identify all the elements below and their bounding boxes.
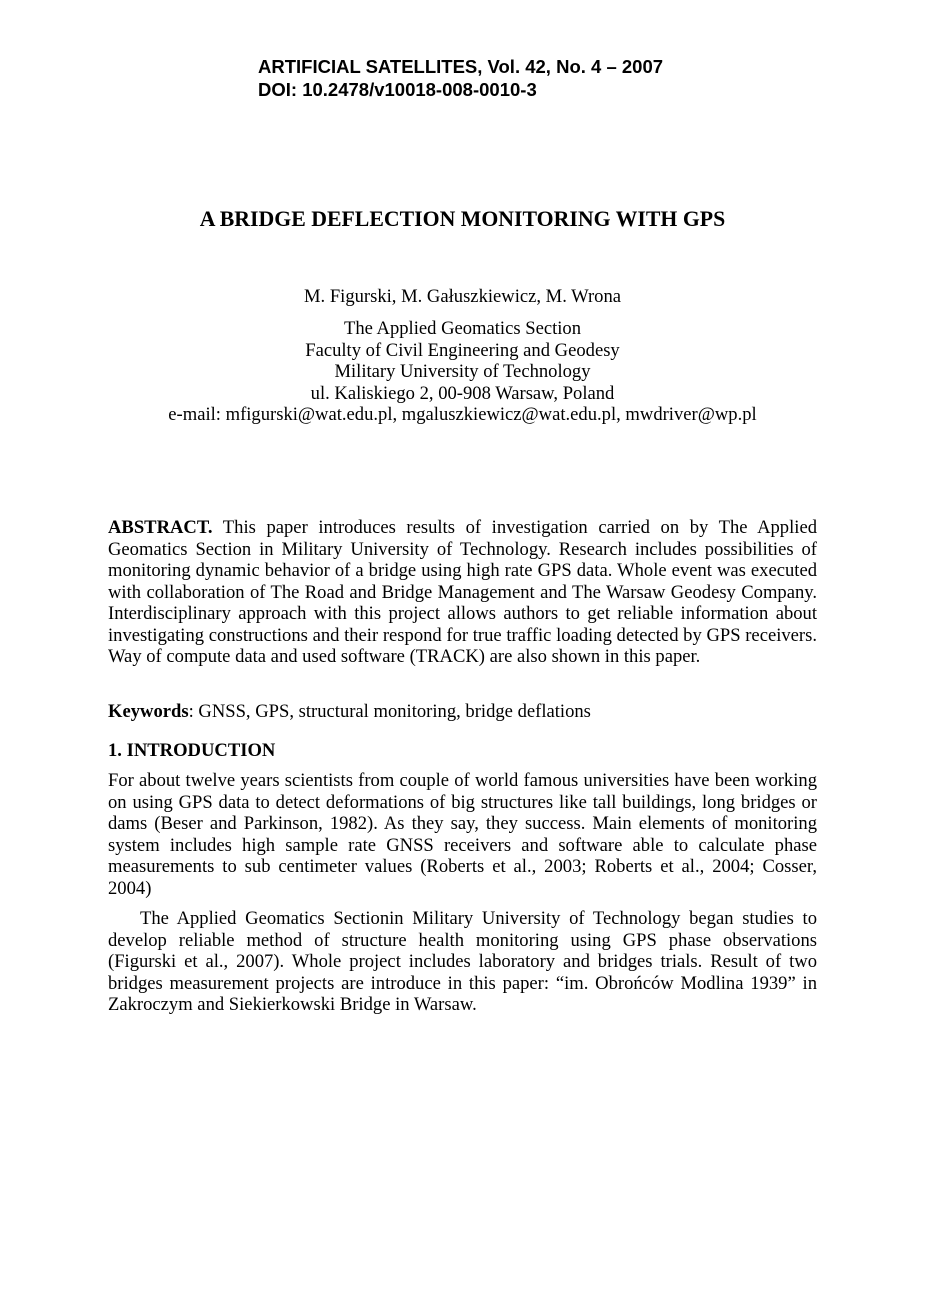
introduction-paragraph-1: For about twelve years scientists from couple of world famous universities have been working on using GPS data to detect deformations of big structures like tall buildings, long bridges or dams (Beser and Parkinson, 1982). As they say, they success. Main elements of monitoring system includes high sample rate GNSS receivers and software able to calculate phase measurements to sub centimeter values (Roberts et al., 2003; Roberts et al., 2004; Cosser, 2004) <box>108 770 817 899</box>
affiliation-line: Military University of Technology <box>334 361 591 382</box>
affiliation-line: Faculty of Civil Engineering and Geodesy <box>305 339 620 361</box>
abstract-label: ABSTRACT. <box>108 517 213 538</box>
keywords-label: Keywords <box>108 701 189 722</box>
authors-line: M. Figurski, M. Gałuszkiewicz, M. Wrona <box>303 286 622 307</box>
email-line: e-mail: mfigurski@wat.edu.pl, mgaluszkiewicz@wat.edu.pl, mwdriver@wp.pl <box>168 404 757 425</box>
introduction-paragraph-2: The Applied Geomatics Sectionin Military University of Technology began studies to develop reliable method of structure health monitoring using GPS phase observations (Figurski et al., 2007). Whole project includes laboratory and bridges trials. Result of two bridges measurement projects are introduce in this paper: “im. Obrońców Modlina 1939” in Zakroczym and Siekierkowski Bridge in Warsaw. <box>108 908 817 1015</box>
keywords-text: : GNSS, GPS, structural monitoring, bridge deflations <box>188 701 591 722</box>
journal-header <box>258 55 663 101</box>
keywords-line <box>108 701 817 723</box>
abstract-text: This paper introduces results of investigation carried on by The Applied Geomatics Section in Military University of Technology. Research includes possibilities of monitoring dynamic behavior of a bridge using high rate GPS data. Whole event was executed with collaboration of The Road and Bridge Management and The Warsaw Geodesy Company. Interdisciplinary approach with this project allows authors to get reliable information about investigating constructions and their respond for true traffic loading detected by GPS receivers. Way of compute data and used software (TRACK) are also shown in this paper. <box>108 517 817 667</box>
section-heading-introduction: 1. INTRODUCTION <box>108 740 276 761</box>
affiliation-line: ul. Kaliskiego 2, 00-908 Warsaw, Poland <box>310 382 615 404</box>
paper-title: A BRIDGE DEFLECTION MONITORING WITH GPS <box>199 207 726 231</box>
affiliation-line: The Applied Geomatics Section <box>343 318 581 339</box>
abstract-paragraph <box>108 517 817 668</box>
journal-title-line: ARTIFICIAL SATELLITES, Vol. 42, No. 4 – 2007 <box>258 56 664 77</box>
affiliation-block <box>58 318 867 426</box>
doi-line: DOI: 10.2478/v10018-008-0010-3 <box>258 79 537 100</box>
